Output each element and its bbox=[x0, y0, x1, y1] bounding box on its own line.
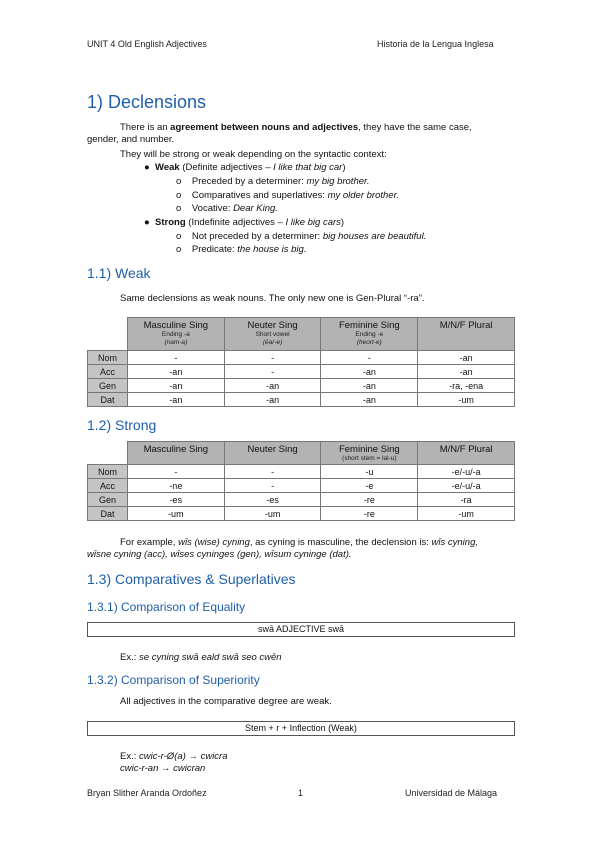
equality-example: Ex.: se cyning swā eald swā seo cwēn bbox=[120, 652, 282, 663]
strong-table bbox=[87, 441, 515, 521]
strong-sub-item: o Not preceded by a determiner: big houses are beautiful. bbox=[176, 231, 427, 242]
table-row: Acc -ne - -e -e/-u/-a bbox=[88, 479, 515, 493]
strong-header-fem: Feminine Sing (short stem = lal-u) bbox=[321, 442, 418, 465]
strong-sub-item: o Predicate: the house is big. bbox=[176, 244, 307, 255]
table-row: Nom - - - -an bbox=[88, 351, 515, 365]
comparatives-title: 1.3) Comparatives & Superlatives bbox=[87, 571, 296, 587]
table-row: Dat -an -an -an -um bbox=[88, 393, 515, 407]
equality-formula-box: swā ADJECTIVE swā bbox=[87, 622, 515, 637]
superiority-example: Ex.: cwic-r-Ø(a) → cwicra cwic-r-an → cwicran bbox=[120, 751, 228, 774]
weak-sub-item: o Preceded by a determiner: my big brother. bbox=[176, 176, 370, 187]
header-right: Historia de la Lengua Inglesa bbox=[377, 39, 494, 49]
weak-title: 1.1) Weak bbox=[87, 265, 151, 281]
weak-sub-item: o Vocative: Dear King. bbox=[176, 203, 278, 214]
strong-title: 1.2) Strong bbox=[87, 417, 157, 433]
strong-header-neut: Neuter Sing bbox=[224, 442, 321, 465]
weak-sub-item: o Comparatives and superlatives: my older brother. bbox=[176, 190, 400, 201]
header-left: UNIT 4 Old English Adjectives bbox=[87, 39, 207, 49]
strong-example: For example, wīs (wise) cyning, as cyning is masculine, the declension is: wīs cyning, wīsne cyning (acc), wīses cyninges (gen), wīsum cyninge (dat). bbox=[87, 537, 478, 560]
equality-title: 1.3.1) Comparison of Equality bbox=[87, 600, 246, 614]
weak-intro: Same declensions as weak nouns. The only new one is Gen-Plural “-ra”. bbox=[120, 293, 425, 304]
section-title: 1) Declensions bbox=[87, 92, 207, 112]
weak-header-neut: Neuter Sing Short vowel (ēar-e) bbox=[224, 318, 321, 351]
table-row: Gen -es -es -re -ra bbox=[88, 493, 515, 507]
intro-paragraph: There is an agreement between nouns and adjectives, they have the same case, gender, and number. bbox=[87, 122, 472, 145]
weak-header-fem: Feminine Sing Ending -e (heort-e) bbox=[321, 318, 418, 351]
superiority-title: 1.3.2) Comparison of Superiority bbox=[87, 673, 260, 687]
table-row: Acc -an - -an -an bbox=[88, 365, 515, 379]
table-row: Dat -um -um -re -um bbox=[88, 507, 515, 521]
table-row: Gen -an -an -an -ra, -ena bbox=[88, 379, 515, 393]
weak-header-plural: M/N/F Plural bbox=[418, 318, 515, 351]
superiority-formula-box: Stem + r + Inflection (Weak) bbox=[87, 721, 515, 736]
weak-bullet: ● Weak (Definite adjectives – I like that big car) bbox=[144, 162, 346, 173]
weak-table bbox=[87, 317, 515, 407]
superiority-intro: All adjectives in the comparative degree are weak. bbox=[120, 696, 332, 707]
weak-header-masc: Masculine Sing Ending -a (nam-a) bbox=[127, 318, 224, 351]
strong-bullet: ● Strong (Indefinite adjectives – I like big cars) bbox=[144, 217, 345, 228]
strong-header-plural: M/N/F Plural bbox=[418, 442, 515, 465]
footer-university: Universidad de Málaga bbox=[405, 788, 498, 798]
table-row: Nom - - -u -e/-u/-a bbox=[88, 465, 515, 479]
strong-header-masc: Masculine Sing bbox=[127, 442, 224, 465]
context-paragraph: They will be strong or weak depending on the syntactic context: bbox=[120, 149, 387, 160]
page-number: 1 bbox=[298, 788, 304, 798]
footer-author: Bryan Slither Aranda Ordoñez bbox=[87, 788, 207, 798]
